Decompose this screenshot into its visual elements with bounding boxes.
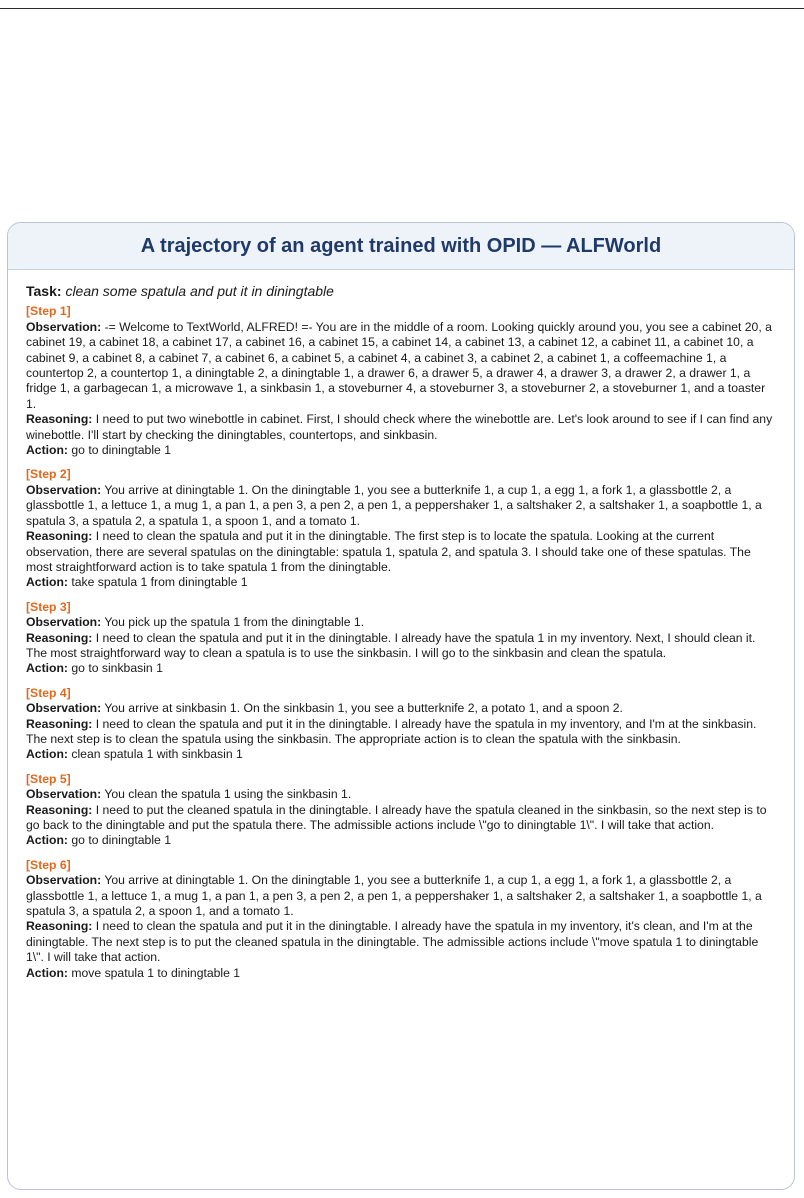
- step-label: [Step 4]: [26, 685, 71, 700]
- action-text: go to diningtable 1: [71, 833, 171, 848]
- step-block: [26, 304, 776, 458]
- observation-text: You pick up the spatula 1 from the diningtable 1.: [104, 615, 365, 630]
- observation-line: [26, 615, 776, 630]
- action-text: go to sinkbasin 1: [71, 661, 163, 676]
- reasoning-line: [26, 803, 776, 834]
- observation-label: Observation:: [26, 701, 102, 716]
- step-label: [Step 3]: [26, 599, 71, 614]
- action-line: [26, 661, 776, 676]
- reasoning-line: [26, 631, 776, 662]
- reasoning-text: I need to clean the spatula and put it in the diningtable. I already have the spatula in my inventory, and I'm at the sinkbasin. The next step is to clean the spatula using the sinkbasin. The appropriate action is to clean the spatula with the sinkbasin.: [26, 716, 757, 746]
- action-label: Action:: [26, 661, 68, 676]
- observation-text: You arrive at sinkbasin 1. On the sinkbasin 1, you see a butterknife 2, a potato 1, and a spoon 2.: [104, 701, 623, 716]
- action-label: Action:: [26, 833, 68, 848]
- reasoning-line: [26, 717, 776, 748]
- step-block: [26, 858, 776, 981]
- panel-title: A trajectory of an agent trained with OPID — ALFWorld: [140, 234, 662, 257]
- observation-text: You arrive at diningtable 1. On the diningtable 1, you see a butterknife 1, a cup 1, a egg 1, a fork 1, a glassbottle 2, a glassbottle 1, a lettuce 1, a mug 1, a pan 1, a pen 3, a pen 2, a pen 1, a peppershaker 1, a saltshaker 2, a saltshaker 1, a soapbottle 1, a spatula 3, a spatula 2, a spatula 1, a spoon 1, and a tomato 1.: [26, 482, 762, 528]
- observation-line: [26, 787, 776, 802]
- action-text: go to diningtable 1: [71, 443, 171, 458]
- reasoning-label: Reasoning:: [26, 529, 93, 544]
- reasoning-text: I need to clean the spatula and put it in the diningtable. The first step is to locate the spatula. Looking at the current observation, there are several spatulas on the diningtable: spatula 1, spatula 2, and spatula 3. I should take one of these spatulas. The most straightforward action is to take spatula 1 from the diningtable.: [26, 529, 751, 574]
- reasoning-line: [26, 412, 776, 443]
- action-line: [26, 747, 776, 762]
- panel-header: [8, 223, 794, 270]
- reasoning-line: [26, 919, 776, 965]
- observation-label: Observation:: [26, 482, 102, 497]
- action-label: Action:: [26, 747, 68, 762]
- observation-line: [26, 873, 776, 919]
- task-text: clean some spatula and put it in diningtable: [65, 283, 334, 299]
- reasoning-line: [26, 529, 776, 575]
- step-label: [Step 2]: [26, 467, 71, 482]
- task-label: Task:: [26, 283, 62, 299]
- step-label: [Step 1]: [26, 304, 71, 319]
- action-text: move spatula 1 to diningtable 1: [71, 965, 241, 980]
- action-line: [26, 966, 776, 981]
- reasoning-text: I need to put the cleaned spatula in the diningtable. I already have the spatula cleaned in the sinkbasin, so the next step is to go back to the diningtable and put the spatula there. The admissible actions include \"go to diningtable 1\". I will take that action.: [26, 802, 767, 832]
- trajectory-panel: [7, 222, 795, 1190]
- reasoning-label: Reasoning:: [26, 630, 93, 645]
- step-block: [26, 772, 776, 849]
- action-line: [26, 575, 776, 590]
- reasoning-label: Reasoning:: [26, 919, 93, 934]
- observation-text: -= Welcome to TextWorld, ALFRED! =- You are in the middle of a room. Looking quickly around you, you see a cabinet 20, a cabinet 19, a cabinet 18, a cabinet 17, a cabinet 16, a cabinet 15, a cabinet 14, a cabinet 13, a cabinet 12, a cabinet 11, a cabinet 10, a cabinet 9, a cabinet 8, a cabinet 7, a cabinet 6, a cabinet 5, a cabinet 4, a cabinet 3, a cabinet 2, a cabinet 1, a coffeemachine 1, a countertop 2, a countertop 1, a diningtable 2, a diningtable 1, a drawer 6, a drawer 5, a drawer 4, a drawer 3, a drawer 2, a drawer 1, a fridge 1, a garbagecan 1, a microwave 1, a sinkbasin 1, a stoveburner 4, a stoveburner 3, a stoveburner 2, a stoveburner 1, and a toaster 1.: [26, 319, 772, 411]
- reasoning-label: Reasoning:: [26, 412, 93, 427]
- action-text: take spatula 1 from diningtable 1: [71, 575, 248, 590]
- step-label: [Step 5]: [26, 771, 71, 786]
- observation-label: Observation:: [26, 319, 102, 334]
- reasoning-text: I need to clean the spatula and put it in the diningtable. I already have the spatula in my inventory, it's clean, and I'm at the diningtable. The next step is to put the cleaned spatula in the diningtable. The admissible actions include \"move spatula 1 to diningtable 1\". I will take that action.: [26, 919, 759, 965]
- action-label: Action:: [26, 443, 68, 458]
- action-text: clean spatula 1 with sinkbasin 1: [71, 747, 243, 762]
- observation-line: [26, 320, 776, 412]
- task-line: [26, 284, 776, 299]
- reasoning-text: I need to clean the spatula and put it in the diningtable. I already have the spatula 1 in my inventory. Next, I should clean it. The most straightforward way to clean a spatula is to use the sinkbasin. I will go to the sinkbasin and clean the spatula.: [26, 630, 756, 660]
- observation-text: You arrive at diningtable 1. On the diningtable 1, you see a butterknife 1, a cup 1, a egg 1, a fork 1, a glassbottle 2, a glassbottle 1, a lettuce 1, a mug 1, a pan 1, a pen 3, a pen 2, a pen 1, a peppershaker 1, a saltshaker 2, a saltshaker 1, a soapbottle 1, a spatula 3, a spatula 2, a spoon 1, and a tomato 1.: [26, 873, 762, 919]
- reasoning-label: Reasoning:: [26, 716, 93, 731]
- observation-label: Observation:: [26, 787, 102, 802]
- panel-body: [8, 270, 794, 981]
- step-block: [26, 467, 776, 590]
- observation-label: Observation:: [26, 615, 102, 630]
- observation-text: You clean the spatula 1 using the sinkbasin 1.: [104, 787, 352, 802]
- top-rule: [0, 8, 804, 9]
- action-label: Action:: [26, 965, 68, 980]
- observation-line: [26, 483, 776, 529]
- reasoning-text: I need to put two winebottle in cabinet. First, I should check where the winebottle are. Let's look around to see if I can find any winebottle. I'll start by checking the diningtables, countertops, and sinkbasin.: [26, 412, 773, 442]
- observation-label: Observation:: [26, 873, 102, 888]
- action-label: Action:: [26, 575, 68, 590]
- step-block: [26, 600, 776, 677]
- step-label: [Step 6]: [26, 857, 71, 872]
- reasoning-label: Reasoning:: [26, 802, 93, 817]
- step-block: [26, 686, 776, 763]
- action-line: [26, 833, 776, 848]
- observation-line: [26, 701, 776, 716]
- action-line: [26, 443, 776, 458]
